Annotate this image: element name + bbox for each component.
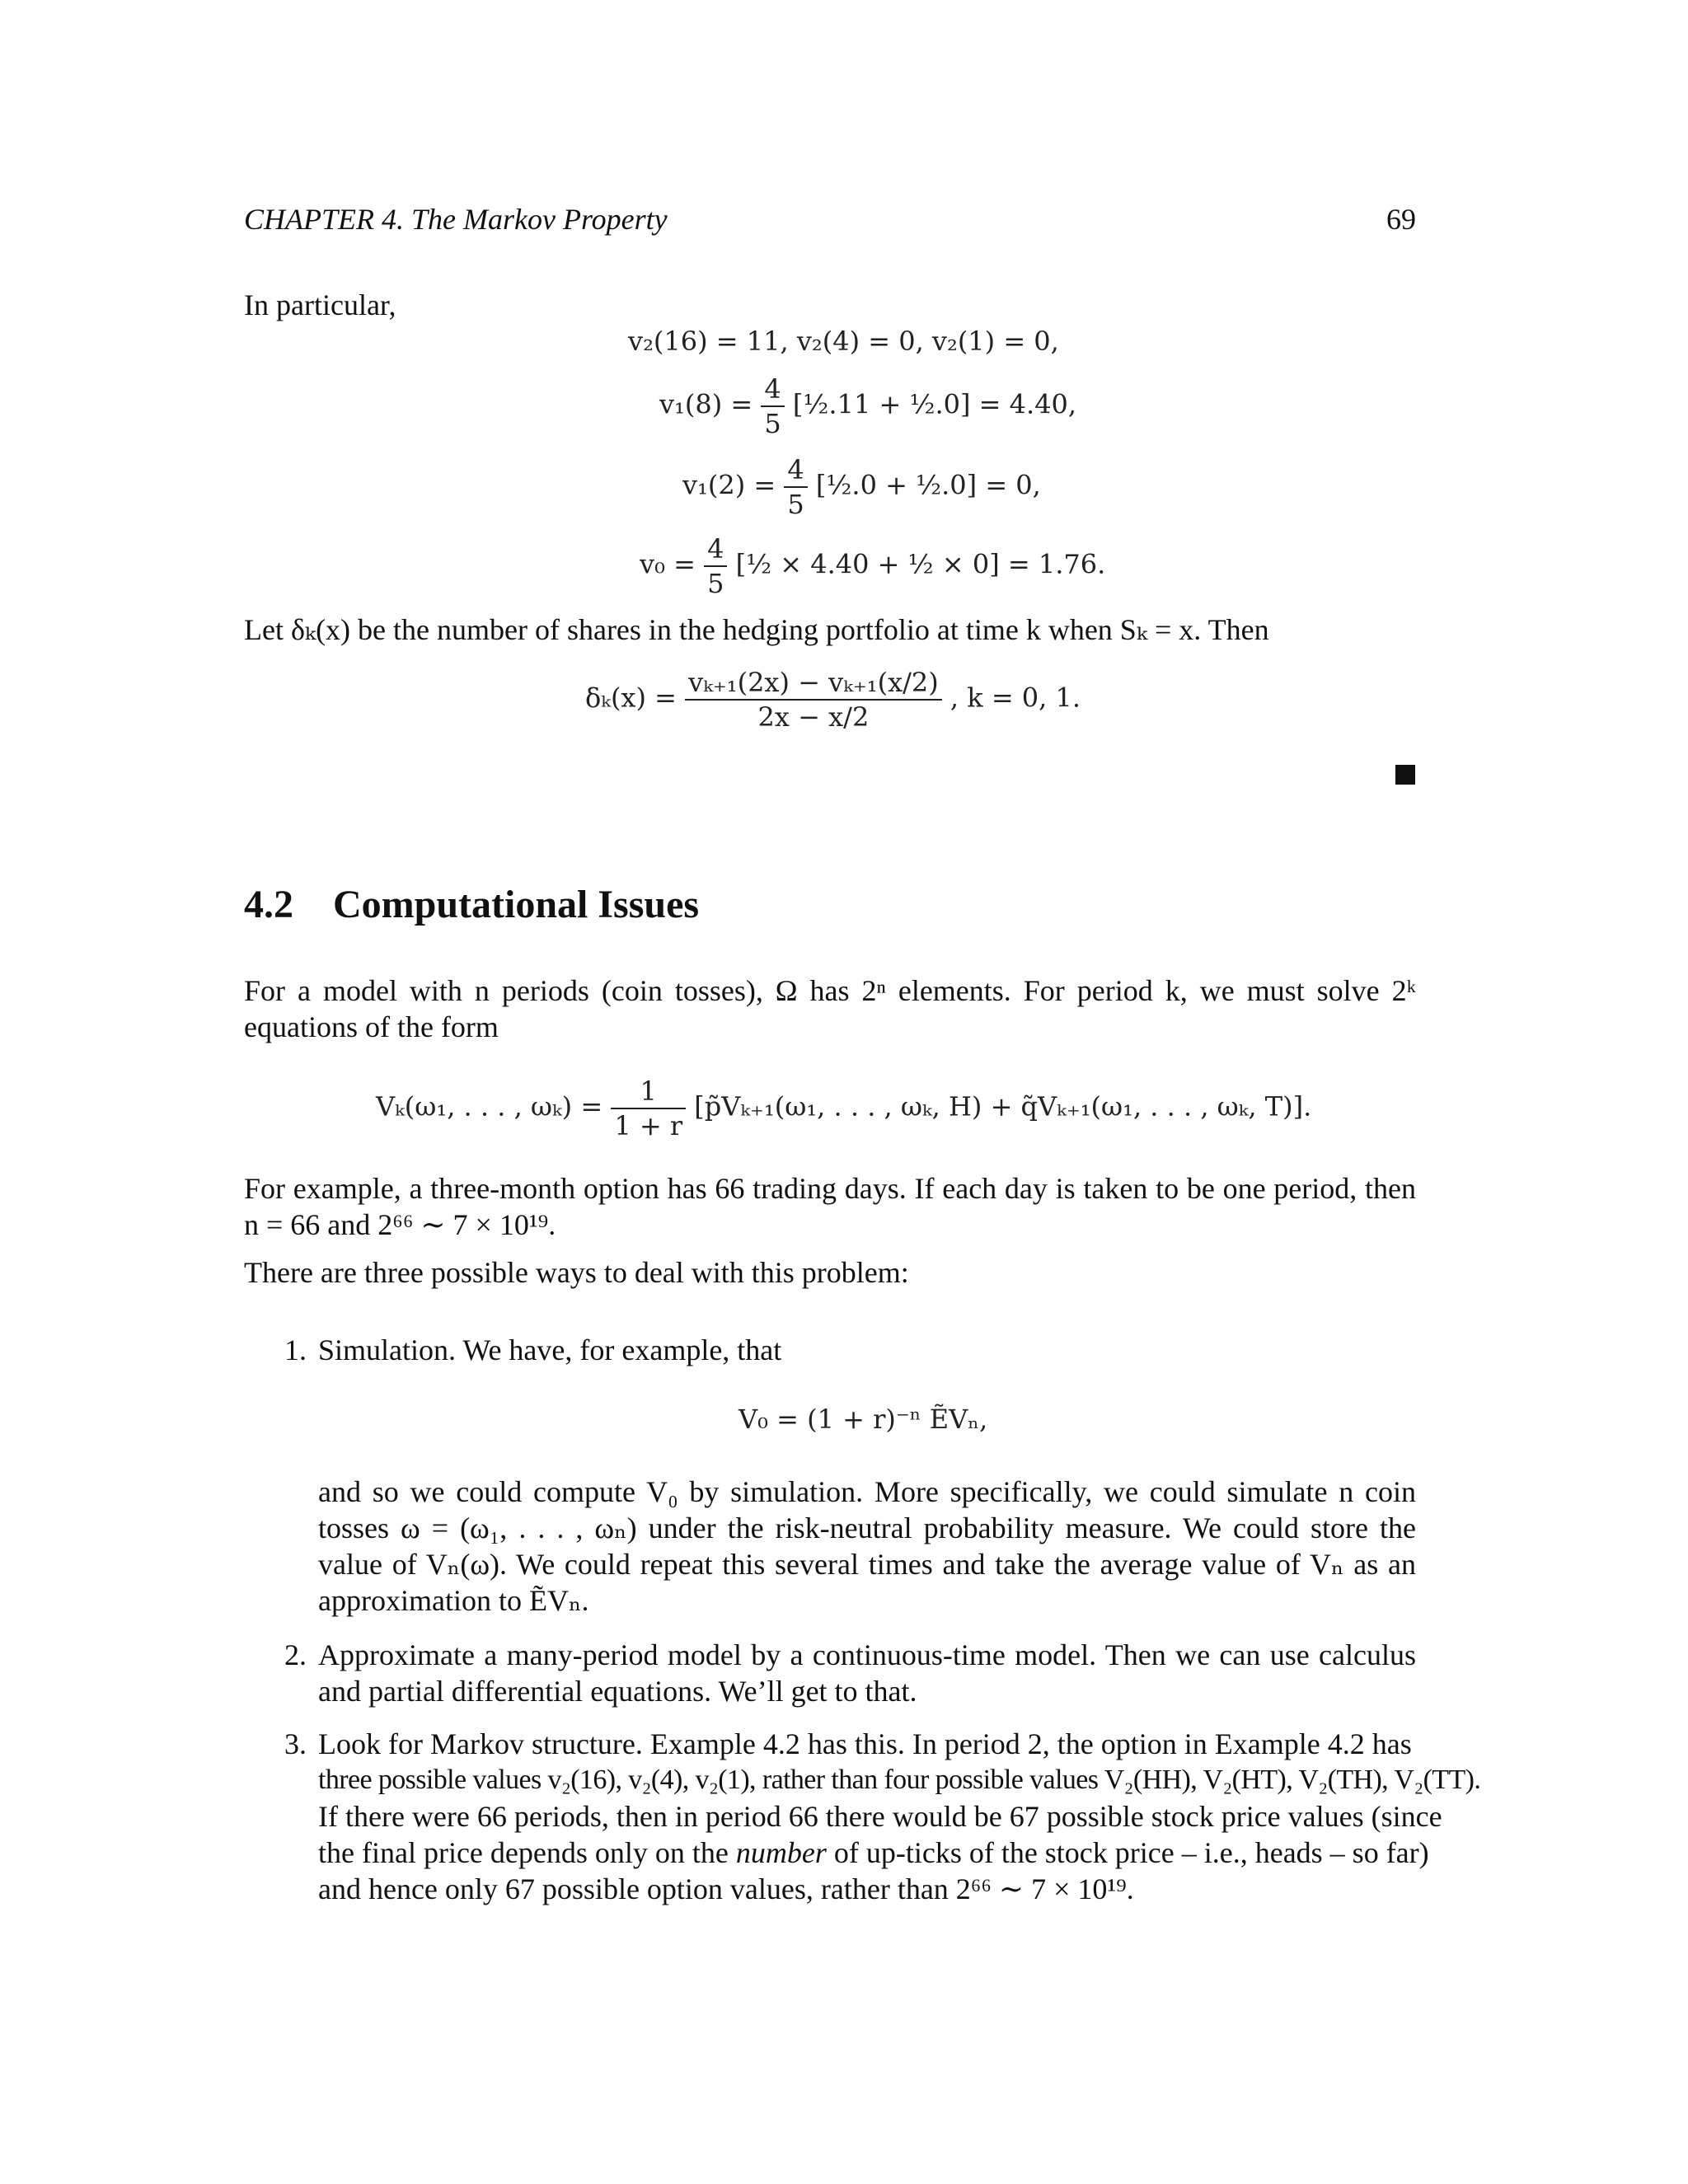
paragraph: For example, a three-month option has 66 trading days. If each day is taken to be one period, then n = 66 and 2⁶⁶ ∼ 7 × 10¹⁹.	[244, 1172, 1416, 1241]
emphasis-number: number	[735, 1836, 827, 1869]
list-item-line: Look for Markov structure. Example 4.2 has this. In period 2, the option in Example 4.2 has	[318, 1727, 1412, 1760]
fraction-denominator: 1 + r	[611, 1108, 686, 1142]
equation-lhs: v₀ =	[640, 548, 696, 580]
equation-lhs: v₁(2) =	[682, 469, 776, 501]
fraction-denominator: 5	[704, 565, 727, 600]
fraction-numerator: 1	[640, 1076, 657, 1107]
equation-v0	[640, 532, 1105, 600]
list-item-number: 3.	[284, 1727, 307, 1760]
qed-square	[1395, 765, 1415, 785]
equation-rhs: [½.0 + ½.0] = 0,	[815, 469, 1041, 501]
equation-v1-8	[659, 373, 1076, 440]
equation-vk	[376, 1075, 1311, 1142]
equation-lhs: v₁(8) =	[659, 388, 753, 420]
equation-rhs: [p̃Vₖ₊₁(ω₁, . . . , ωₖ, H) + q̃Vₖ₊₁(ω₁, . . . , ωₖ, T)].	[694, 1090, 1312, 1122]
fraction	[761, 373, 784, 440]
list-item-line: and hence only 67 possible option values, rather than 2⁶⁶ ∼ 7 × 10¹⁹.	[318, 1872, 1134, 1905]
equation-v2-values: v₂(16) = 11, v₂(4) = 0, v₂(1) = 0,	[628, 326, 1059, 357]
list-item-body: Approximate a many-period model by a continuous-time model. Then we can use calculus and partial differential equations. We’ll get to that.	[318, 1638, 1416, 1708]
fraction-numerator: 4	[764, 373, 781, 405]
equation-v0-simulation: V₀ = (1 + r)⁻ⁿ ẼVₙ,	[738, 1404, 988, 1435]
list-item-line: three possible values v₂(16), v₂(4), v₂(1), rather than four possible values V₂(HH), V₂(HT), V₂(TH), V₂(TT).	[318, 1765, 1481, 1795]
text-run: of up-ticks of the stock price – i.e., heads – so far)	[826, 1836, 1429, 1869]
fraction-numerator: 4	[787, 454, 804, 485]
list-item-line	[318, 1835, 1429, 1871]
equation-rhs: [½ × 4.40 + ½ × 0] = 1.76.	[735, 548, 1106, 580]
paragraph: There are three possible ways to deal with this problem:	[244, 1256, 909, 1289]
equation-lhs: δₖ(x) =	[585, 682, 677, 714]
running-title: CHAPTER 4. The Markov Property	[244, 203, 668, 236]
page-number: 69	[1386, 203, 1416, 236]
delta-sentence: Let δₖ(x) be the number of shares in the hedging portfolio at time k when Sₖ = x. Then	[244, 613, 1269, 646]
section-number: 4.2	[244, 883, 293, 926]
section-heading	[244, 882, 699, 927]
list-item-number: 1.	[284, 1333, 307, 1366]
fraction-numerator: 4	[707, 533, 724, 565]
paragraph: For a model with n periods (coin tosses), Ω has 2ⁿ elements. For period k, we must solve 2ᵏ equations of the form	[244, 974, 1416, 1043]
fraction	[784, 453, 807, 521]
equation-v1-2	[682, 453, 1041, 521]
fraction	[685, 666, 942, 733]
equation-rhs: [½.11 + ½.0] = 4.40,	[792, 388, 1077, 420]
fraction	[611, 1075, 686, 1142]
list-item-body: and so we could compute V₀ by simulation. More specifically, we could simulate n coin tosses ω = (ω₁, . . . , ωₙ) under the risk-neutral probability measure. We could store the value of Vₙ(ω). We could repeat this several times and take the average value of Vₙ as an approximation to ẼVₙ.	[318, 1475, 1416, 1617]
fraction-denominator: 2x − x/2	[685, 699, 942, 733]
equation-lhs: Vₖ(ω₁, . . . , ωₖ) =	[376, 1090, 603, 1122]
fraction	[704, 532, 727, 600]
text-run: the final price depends only on the	[318, 1836, 736, 1869]
list-item-number: 2.	[284, 1638, 307, 1671]
fraction-denominator: 5	[784, 486, 807, 521]
intro-text: In particular,	[244, 288, 396, 321]
list-item-line: If there were 66 periods, then in period 66 there would be 67 possible stock price values (since	[318, 1800, 1442, 1833]
list-item-lead: Simulation. We have, for example, that	[318, 1333, 782, 1366]
equation-rhs: , k = 0, 1.	[950, 682, 1081, 714]
fraction-denominator: 5	[761, 405, 784, 440]
equation-delta	[585, 666, 1081, 733]
section-title: Computational Issues	[333, 883, 700, 926]
fraction-numerator: vₖ₊₁(2x) − vₖ₊₁(x/2)	[688, 667, 939, 698]
